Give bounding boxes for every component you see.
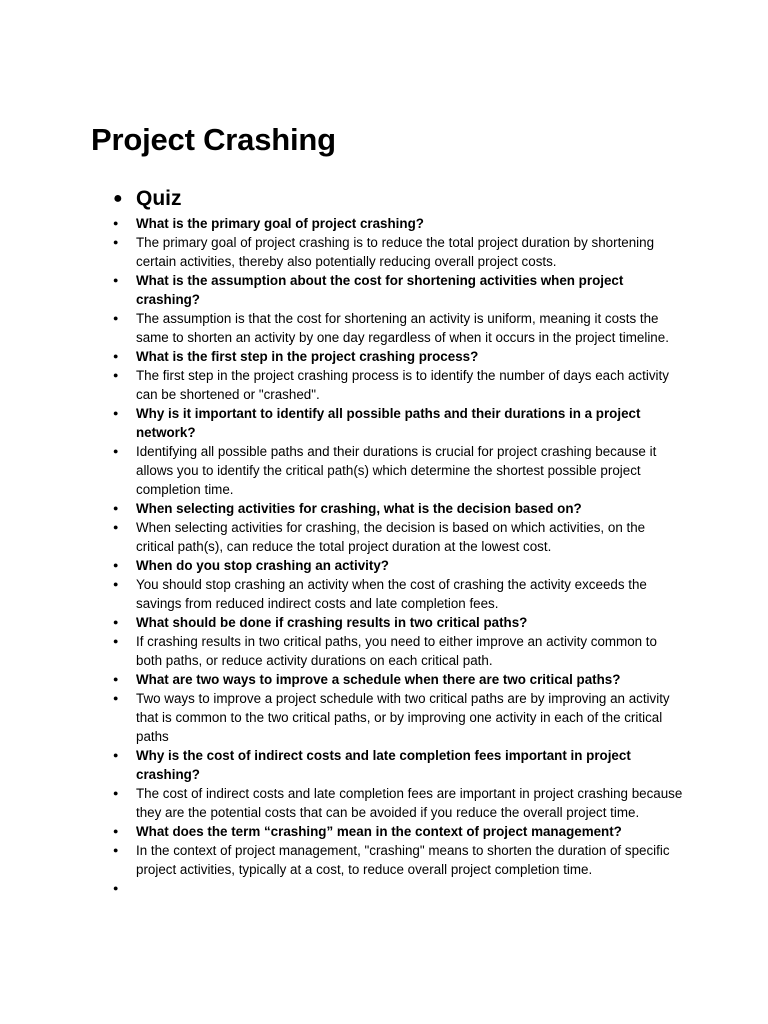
quiz-question: ● What is the first step in the project crashing process? <box>113 347 683 366</box>
quiz-answer: ● You should stop crashing an activity when the cost of crashing the activity exceeds the savings from reduced indirect costs and late completion fees. <box>113 575 683 613</box>
quiz-question: ● Why is it important to identify all possible paths and their durations in a project network? <box>113 404 683 442</box>
quiz-answer: ● The cost of indirect costs and late completion fees are important in project crashing because they are the potential costs that can be avoided if you reduce the overall project time. <box>113 784 683 822</box>
quiz-question: ● What should be done if crashing results in two critical paths? <box>113 613 683 632</box>
quiz-question: ● Why is the cost of indirect costs and late completion fees important in project crashing? <box>113 746 683 784</box>
page-title: Project Crashing <box>91 122 336 157</box>
bullet-icon: ● <box>113 190 123 207</box>
quiz-answer: ● In the context of project management, "crashing" means to shorten the duration of specific project activities, typically at a cost, to reduce overall project completion time. <box>113 841 683 879</box>
quiz-list <box>113 214 683 898</box>
quiz-answer: ● If crashing results in two critical paths, you need to either improve an activity common to both paths, or reduce activity durations on each critical path. <box>113 632 683 670</box>
quiz-answer: ● The primary goal of project crashing is to reduce the total project duration by shortening certain activities, thereby also potentially reducing overall project costs. <box>113 233 683 271</box>
empty-list-item <box>113 879 683 898</box>
quiz-question: ● What does the term “crashing” mean in the context of project management? <box>113 822 683 841</box>
quiz-answer: ● The first step in the project crashing process is to identify the number of days each activity can be shortened or "crashed". <box>113 366 683 404</box>
section-heading <box>113 186 182 212</box>
quiz-question: ● What is the primary goal of project crashing? <box>113 214 683 233</box>
section-heading-label: Quiz <box>136 187 182 210</box>
quiz-answer: ● Two ways to improve a project schedule with two critical paths are by improving an activity that is common to the two critical paths, or by improving one activity in each of the critical paths <box>113 689 683 746</box>
quiz-question: ● When selecting activities for crashing, what is the decision based on? <box>113 499 683 518</box>
quiz-answer: ● Identifying all possible paths and their durations is crucial for project crashing because it allows you to identify the critical path(s) which determine the shortest possible project completion time. <box>113 442 683 499</box>
quiz-answer: ● The assumption is that the cost for shortening an activity is uniform, meaning it costs the same to shorten an activity by one day regardless of when it occurs in the project timeline. <box>113 309 683 347</box>
quiz-answer: ● When selecting activities for crashing, the decision is based on which activities, on the critical path(s), can reduce the total project duration at the lowest cost. <box>113 518 683 556</box>
quiz-question: ● When do you stop crashing an activity? <box>113 556 683 575</box>
quiz-question: ● What is the assumption about the cost for shortening activities when project crashing? <box>113 271 683 309</box>
quiz-question: ● What are two ways to improve a schedule when there are two critical paths? <box>113 670 683 689</box>
